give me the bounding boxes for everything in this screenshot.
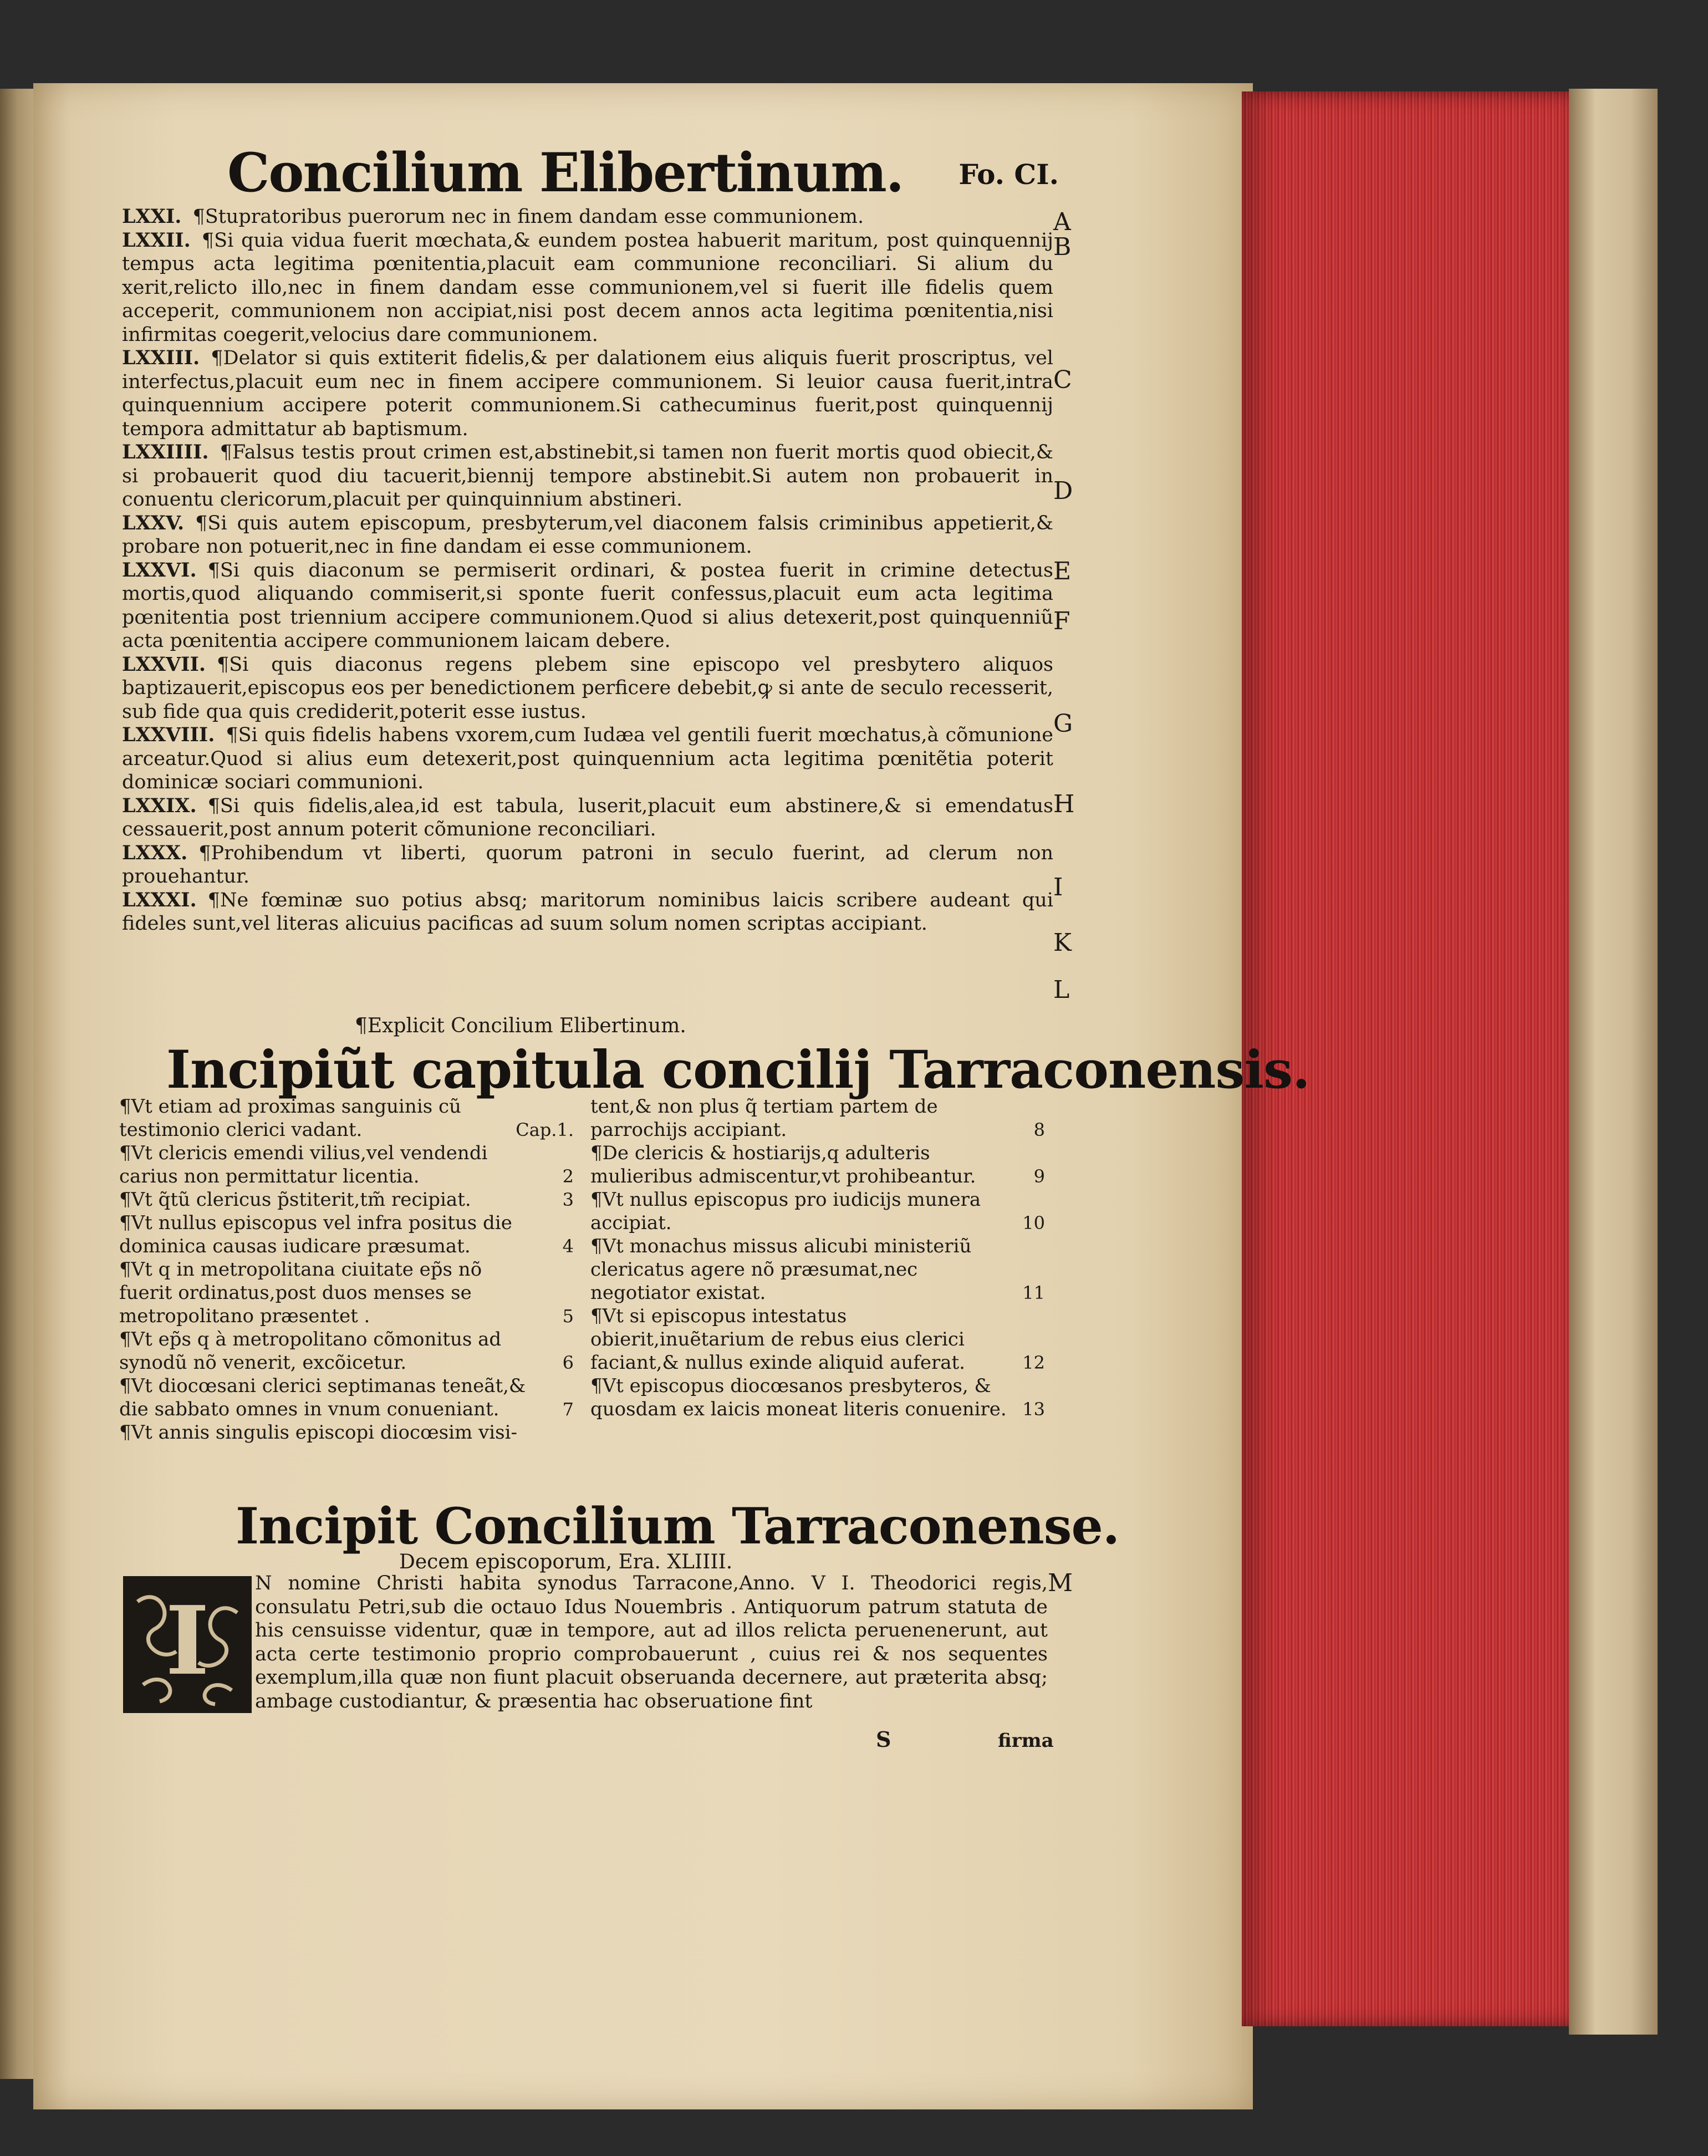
explicit-line: ¶Explicit Concilium Elibertinum. bbox=[355, 1015, 686, 1037]
canon-paragraph: LXXVII. ¶Si quis diaconus regens plebem sine episcopo vel presbytero aliquos baptizauerit,episcopus eos per benedictionem perficere debebit,ꝙ si ante de seculo recesserit, sub fide qua quis crediderit,poterit esse iustus. bbox=[122, 653, 1053, 723]
council-intro-text: N nomine Christi habita synodus Tarracone,Anno. V I. Theodorici regis, consulatu Petri,sub die octauo Idus Nouembris . Antiquorum patrum statuta de his censuisse videntur, quæ in tempore, aut ad illos relicta peruenenerunt, aut acta certe testimonio proprio comprobauerunt , cuius rei & nos sequentes exemplum,illa quæ non fiunt placuit obseruanda decernere, aut præterita absq; ambage custodiantur, & præsentia hac obseruatione fint bbox=[255, 1572, 1048, 1712]
signature-mark: S bbox=[876, 1727, 891, 1752]
chapter-entry: ¶Vt annis singulis episcopi diocœsim visi- bbox=[119, 1421, 517, 1444]
canon-paragraph: LXXI. ¶Stupratoribus puerorum nec in finem dandam esse communionem. bbox=[122, 205, 864, 228]
margin-letter: L bbox=[1053, 976, 1070, 1004]
margin-letter: C bbox=[1053, 366, 1072, 394]
chapter-entry: ¶De clericis & hostiarijs,q adulteris mulieribus admiscentur,vt prohibeantur. 9 bbox=[590, 1142, 1045, 1187]
margin-letter: K bbox=[1053, 929, 1072, 957]
catchword: firma bbox=[998, 1730, 1054, 1752]
decorated-initial-icon bbox=[123, 1576, 252, 1713]
chapter-entry: tent,& non plus q̃ tertiam partem de parrochijs accipiant. 8 bbox=[590, 1095, 1045, 1141]
canon-paragraph: LXXII. ¶Si quia vidua fuerit mœchata,& eundem postea habuerit maritum, post quinquennij tempus acta legitima pœnitentia,placuit eam communione reconciliari. Si alium du xerit,relicto illo,nec in finem dandam esse communionem,vel si fuerit ille fidelis quem acceperit, communionem non accipiat,nisi post decem annos acta legitima pœnitentia,nisi infirmitas coegerit,velocius dare communionem. bbox=[122, 228, 1053, 346]
margin-letter: E bbox=[1053, 557, 1072, 585]
margin-letter: D bbox=[1053, 477, 1073, 505]
chapter-list-right-column bbox=[590, 1095, 1045, 1421]
running-title: Concilium Elibertinum. bbox=[227, 141, 904, 204]
chapter-entry: ¶Vt etiam ad proximas sanguinis cũ testimonio clerici vadant. Cap.1. bbox=[119, 1095, 574, 1141]
chapter-list-left-column bbox=[119, 1095, 574, 1444]
vellum-binding bbox=[1569, 89, 1658, 2035]
margin-letter: H bbox=[1053, 790, 1075, 818]
council-subheading: Decem episcoporum, Era. XLIIII. bbox=[399, 1551, 733, 1573]
canon-paragraph: LXXVIII. ¶Si quis fidelis habens vxorem,cum Iudæa vel gentili fuerit mœchatus,à cõmunione arceatur.Quod si alius eum detexerit,post quinquennium acta legitima pœnitẽtia poterit dominicæ sociari communioni. bbox=[122, 723, 1053, 793]
running-head bbox=[227, 141, 1059, 208]
section-headline: Incipiũt capitula concilij Tarraconensis. bbox=[166, 1039, 1310, 1100]
chapter-entry: ¶Vt monachus missus alicubi ministeriũ clericatus agere nõ præsumat,nec negotiator existat. 11 bbox=[590, 1235, 1045, 1304]
canon-paragraph: LXXX. ¶Prohibendum vt liberti, quorum patroni in seculo fuerint, ad clerum non prouehantur. bbox=[122, 841, 1053, 888]
canon-paragraph: LXXIIII. ¶Falsus testis prout crimen est,abstinebit,si tamen non fuerit mortis quod obiecit,& si probauerit quod diu tacuerit,biennij tempore abstinebit.Si autem non probauerit in conuentu clericorum,placuit per quinquinnium abstineri. bbox=[122, 441, 1053, 511]
canon-paragraph: LXXIX. ¶Si quis fidelis,alea,id est tabula, luserit,placuit eum abstinere,& si emendatus cessauerit,post annum poterit cõmunione reconciliari. bbox=[122, 794, 1053, 840]
decorated-initial-letter bbox=[126, 1579, 248, 1710]
canon-paragraph: LXXVI. ¶Si quis diaconum se permiserit ordinari, & postea fuerit in crimine detectus mortis,quod aliquando commiserit,si sponte fuerit confessus,placuit eum acta legitima pœnitentia post triennium accipere communionem.Quod si alius detexerit,post quinquenniũ acta pœnitentia accipere communionem laicam debere. bbox=[122, 558, 1053, 652]
chapter-entry: ¶Vt q in metropolitana ciuitate ep̃s nõ fuerit ordinatus,post duos menses se metropolitano præsentet . 5 bbox=[119, 1258, 574, 1327]
chapter-entry: ¶Vt clericis emendi vilius,vel vendendi carius non permittatur licentia. 2 bbox=[119, 1142, 574, 1187]
margin-letter: A bbox=[1053, 208, 1071, 236]
margin-letter-m: M bbox=[1048, 1569, 1073, 1597]
chapter-entry: ¶Vt ep̃s q à metropolitano cõmonitus ad synodũ nõ venerit, excõicetur. 6 bbox=[119, 1328, 574, 1374]
canon-paragraph: LXXIII. ¶Delator si quis extiterit fidelis,& per dalationem eius aliquis fuerit proscriptus, vel interfectus,placuit eum nec in finem accipere communionem. Si leuior causa fuerit,intra quinquennium accipere poterit communionem.Si cathecuminus fuerit,post quinquennij tempora admittatur ab baptismum. bbox=[122, 346, 1053, 440]
chapter-entry: ¶Vt diocœsani clerici septimanas teneãt,& die sabbato omnes in vnum conueniant. 7 bbox=[119, 1375, 574, 1420]
chapter-entry: ¶Vt nullus episcopus vel infra positus die dominica causas iudicare præsumat. 4 bbox=[119, 1212, 574, 1257]
margin-letter: G bbox=[1053, 710, 1073, 738]
margin-letter: B bbox=[1053, 233, 1072, 261]
canon-paragraph: LXXXI. ¶Ne fœminæ suo potius absq; maritorum nominibus laicis scribere audeant qui fideles sunt,vel literas alicuius pacificas ad suum solum nomen scriptas accipiant. bbox=[122, 888, 1053, 935]
chapter-entry: ¶Vt q̃tũ clericus p̃stiterit,tm̃ recipiat. 3 bbox=[119, 1189, 574, 1211]
margin-letter: I bbox=[1053, 873, 1063, 901]
folio-number: Fo. CI. bbox=[958, 158, 1059, 191]
council-headline: Incipit Concilium Tarraconense. bbox=[236, 1497, 1120, 1556]
chapter-entry: ¶Vt nullus episcopus pro iudicijs munera accipiat. 10 bbox=[590, 1189, 1045, 1234]
margin-letters bbox=[1053, 208, 1098, 1649]
canons-block bbox=[122, 205, 1053, 936]
chapter-entry: ¶Vt episcopus diocœsanos presbyteros, & quosdam ex laicis moneat literis conuenire. 13 bbox=[590, 1375, 1045, 1420]
svg-text:I: I bbox=[165, 1586, 210, 1696]
chapter-entry: ¶Vt si episcopus intestatus obierit,inuẽtarium de rebus eius clerici faciant,& nullus exinde aliquid auferat. 12 bbox=[590, 1305, 1045, 1374]
margin-letter: F bbox=[1053, 607, 1070, 635]
canon-paragraph: LXXV. ¶Si quis autem episcopum, presbyterum,vel diaconem falsis criminibus appetierit,& probare non potuerit,nec in fine dandam ei esse communionem. bbox=[122, 511, 1053, 558]
